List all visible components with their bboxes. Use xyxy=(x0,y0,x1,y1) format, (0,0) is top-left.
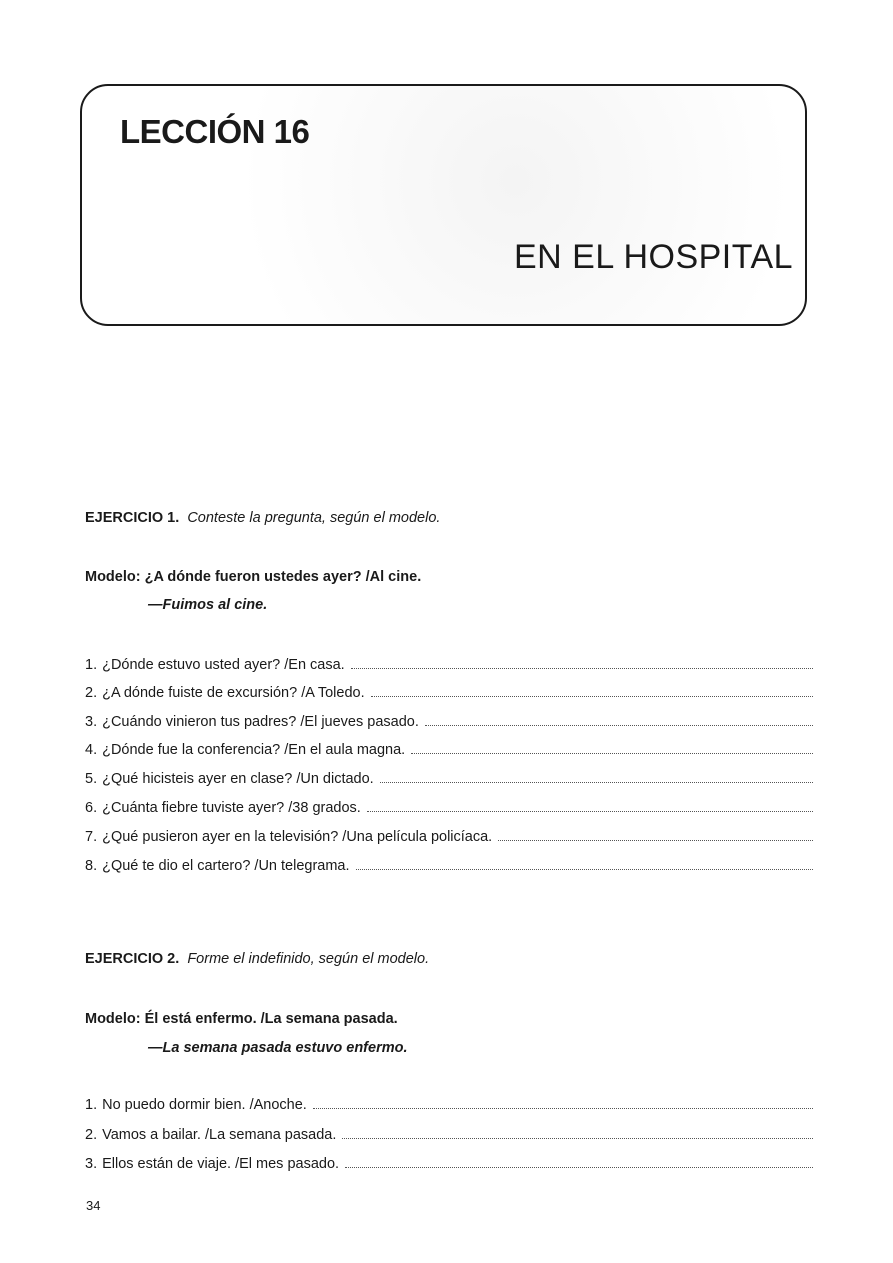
item-number: 8. xyxy=(85,858,98,874)
item-text: ¿Cuándo vinieron tus padres? /El jueves pasado. xyxy=(102,714,419,730)
item-number: 5. xyxy=(85,771,98,787)
exercise1-item-4 xyxy=(85,741,813,758)
item-number: 4. xyxy=(85,742,98,758)
item-number: 3. xyxy=(85,714,98,730)
exercise1-instruction: Conteste la pregunta, según el modelo. xyxy=(187,510,441,526)
item-text: Ellos están de viaje. /El mes pasado. xyxy=(102,1156,340,1172)
item-number: 6. xyxy=(85,800,98,816)
item-text: ¿Qué hicisteis ayer en clase? /Un dictado. xyxy=(102,771,374,787)
item-number: 2. xyxy=(85,685,98,701)
item-text: ¿Qué pusieron ayer en la televisión? /Una película policíaca. xyxy=(102,829,493,845)
exercise2-heading xyxy=(85,951,429,967)
answer-line[interactable] xyxy=(425,713,813,726)
answer-line[interactable] xyxy=(411,741,813,754)
exercise1-item-5 xyxy=(85,770,813,787)
answer-line[interactable] xyxy=(351,656,813,669)
item-number: 3. xyxy=(85,1156,98,1172)
lesson-subtitle: EN EL HOSPITAL xyxy=(514,238,794,276)
exercise1-item-1 xyxy=(85,656,813,673)
answer-line[interactable] xyxy=(498,828,813,841)
item-number: 1. xyxy=(85,657,98,673)
item-text: Vamos a bailar. /La semana pasada. xyxy=(102,1127,337,1143)
answer-line[interactable] xyxy=(356,857,813,870)
exercise1-item-3 xyxy=(85,713,813,730)
answer-line[interactable] xyxy=(342,1126,813,1139)
exercise2-item-2 xyxy=(85,1126,813,1143)
exercise2-instruction: Forme el indefinido, según el modelo. xyxy=(187,951,430,967)
answer-line[interactable] xyxy=(313,1096,813,1109)
exercise1-model-prompt: Modelo: ¿A dónde fueron ustedes ayer? /Al cine. xyxy=(85,569,422,585)
exercise1-model-answer: —Fuimos al cine. xyxy=(148,597,268,613)
item-text: ¿Dónde estuvo usted ayer? /En casa. xyxy=(102,657,345,673)
answer-line[interactable] xyxy=(367,799,813,812)
item-text: ¿Dónde fue la conferencia? /En el aula magna. xyxy=(102,742,406,758)
answer-line[interactable] xyxy=(371,684,813,697)
page-number: 34 xyxy=(86,1198,101,1213)
answer-line[interactable] xyxy=(380,770,813,783)
exercise2-model-prompt: Modelo: Él está enfermo. /La semana pasada. xyxy=(85,1011,398,1027)
item-text: ¿Cuánta fiebre tuviste ayer? /38 grados. xyxy=(102,800,361,816)
item-text: ¿Qué te dio el cartero? /Un telegrama. xyxy=(102,858,350,874)
item-text: ¿A dónde fuiste de excursión? /A Toledo. xyxy=(102,685,365,701)
lesson-title: LECCIÓN 16 xyxy=(120,113,310,150)
exercise2-model-answer: —La semana pasada estuvo enfermo. xyxy=(148,1040,408,1056)
item-text: No puedo dormir bien. /Anoche. xyxy=(102,1097,307,1113)
exercise1-item-6 xyxy=(85,799,813,816)
exercise1-heading xyxy=(85,510,440,526)
exercise2-item-3 xyxy=(85,1155,813,1172)
exercise1-item-8 xyxy=(85,857,813,874)
item-number: 1. xyxy=(85,1097,98,1113)
exercise1-item-2 xyxy=(85,684,813,701)
exercise2-label: EJERCICIO 2. xyxy=(85,951,180,967)
answer-line[interactable] xyxy=(345,1155,813,1168)
exercise1-item-7 xyxy=(85,828,813,845)
item-number: 2. xyxy=(85,1127,98,1143)
item-number: 7. xyxy=(85,829,98,845)
exercise1-label: EJERCICIO 1. xyxy=(85,510,180,526)
exercise2-item-1 xyxy=(85,1096,813,1113)
